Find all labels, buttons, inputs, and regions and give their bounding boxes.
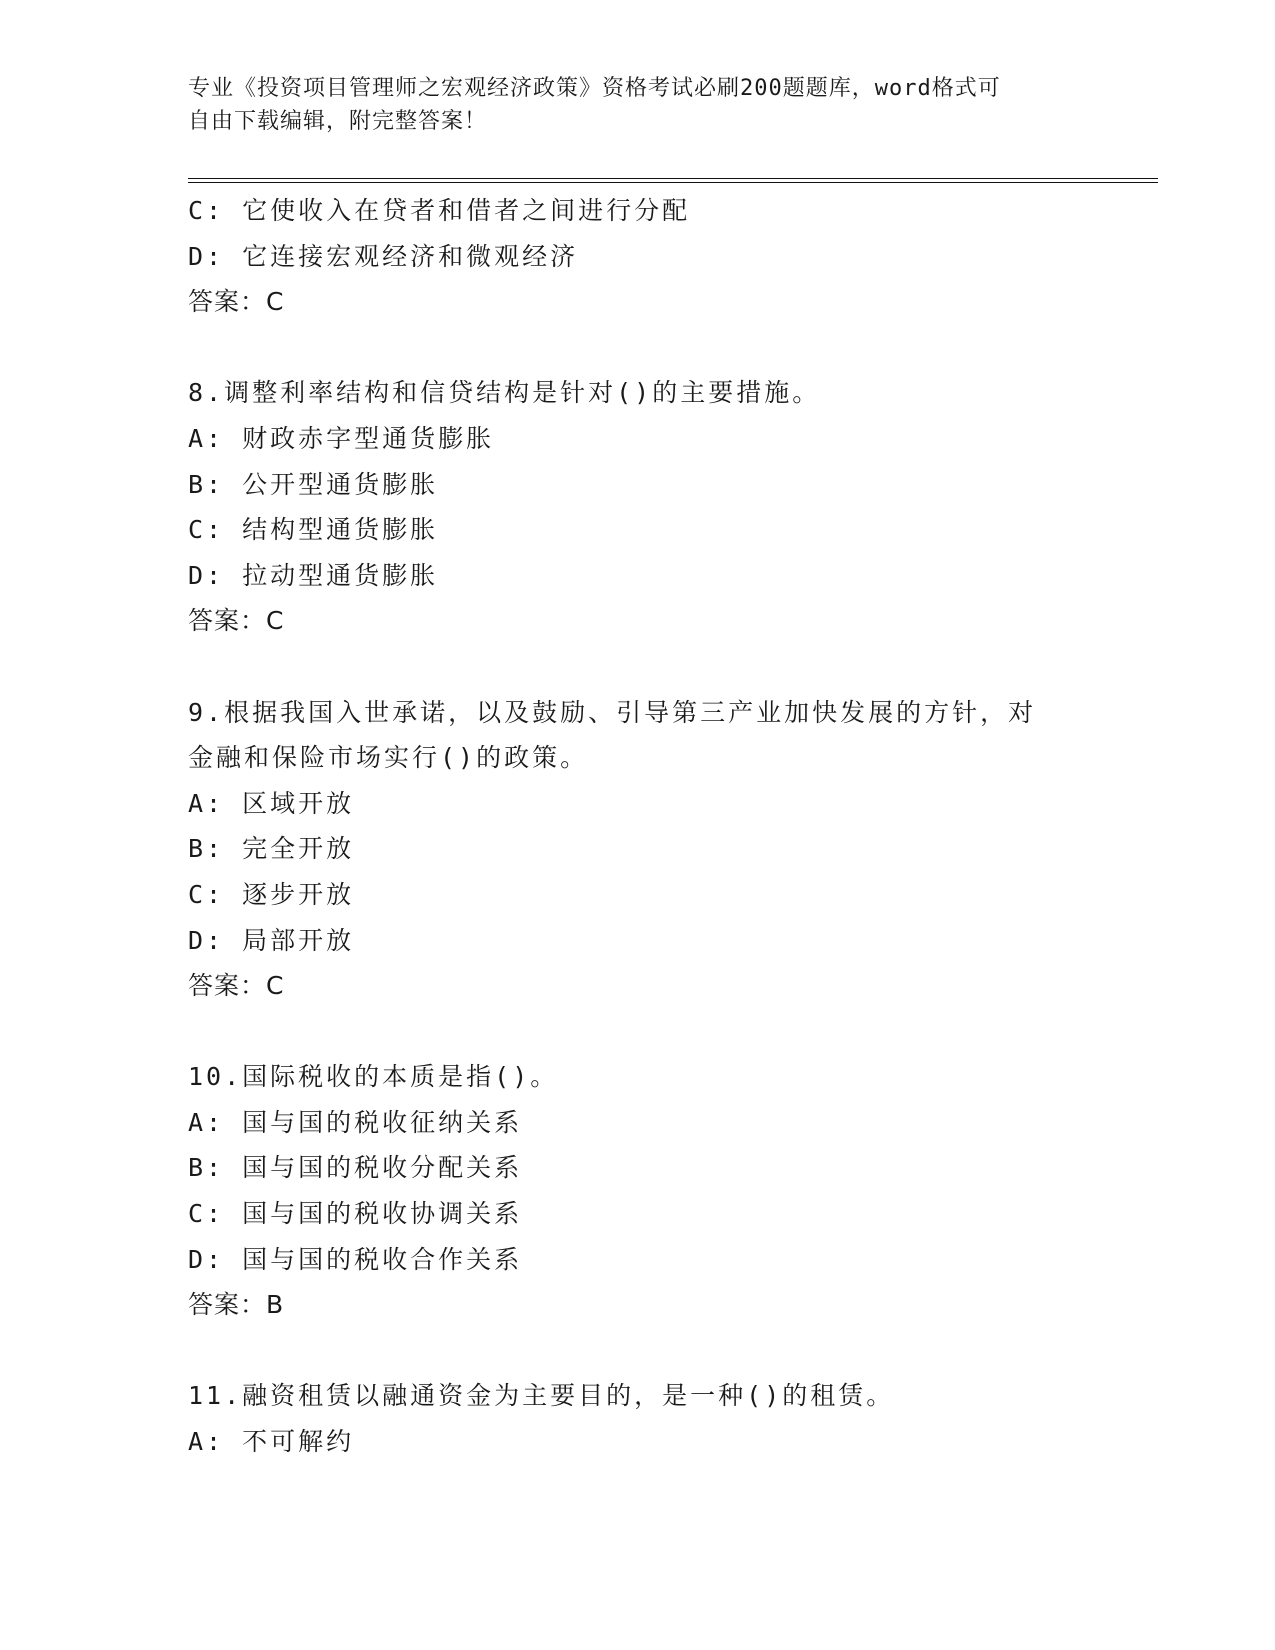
spacer (188, 1328, 1088, 1374)
question-10-answer: 答案：B (188, 1290, 285, 1320)
prev-question-answer: 答案：C (188, 287, 285, 317)
prev-question-option-d: D: 它连接宏观经济和微观经济 (188, 241, 579, 271)
question-8-option-a: A: 财政赤字型通货膨胀 (188, 423, 495, 453)
header-divider (188, 178, 1158, 183)
spacer (188, 325, 1088, 371)
question-11-option-a: A: 不可解约 (188, 1427, 355, 1457)
question-9-option-d: D: 局部开放 (188, 925, 355, 955)
question-10-option-d: D: 国与国的税收合作关系 (188, 1244, 523, 1274)
question-10-option-c: C: 国与国的税收协调关系 (188, 1199, 523, 1229)
prev-question-option-c: C: 它使收入在贷者和借者之间进行分配 (188, 196, 691, 225)
header-title-line-2: 自由下载编辑，附完整答案！ (188, 109, 488, 134)
question-9-stem-line-1: 9.根据我国入世承诺，以及鼓励、引导第三产业加快发展的方针，对 (188, 697, 1037, 727)
question-9-option-b: B: 完全开放 (188, 834, 355, 864)
question-10-option-a: A: 国与国的税收征纳关系 (188, 1107, 523, 1137)
question-9-stem-line-2: 金融和保险市场实行()的政策。 (188, 743, 589, 773)
question-8-stem: 8.调整利率结构和信贷结构是针对()的主要措施。 (188, 378, 821, 408)
question-10-option-b: B: 国与国的税收分配关系 (188, 1153, 523, 1183)
spacer (188, 1009, 1088, 1055)
question-list (188, 188, 1088, 1465)
question-8-option-b: B: 公开型通货膨胀 (188, 469, 439, 499)
header-title-line-1: 专业《投资项目管理师之宏观经济政策》资格考试必刷200题题库，word格式可 (188, 76, 1001, 101)
question-9-answer: 答案：C (188, 971, 285, 1001)
question-10-stem: 10.国际税收的本质是指()。 (188, 1062, 559, 1092)
question-9-option-c: C: 逐步开放 (188, 879, 355, 909)
page-header (188, 72, 1088, 138)
question-8-option-c: C: 结构型通货膨胀 (188, 515, 439, 545)
question-8-answer: 答案：C (188, 606, 285, 636)
question-9-option-a: A: 区域开放 (188, 788, 355, 818)
spacer (188, 644, 1088, 690)
question-8-option-d: D: 拉动型通货膨胀 (188, 560, 439, 590)
question-11-stem: 11.融资租赁以融通资金为主要目的，是一种()的租赁。 (188, 1381, 895, 1411)
